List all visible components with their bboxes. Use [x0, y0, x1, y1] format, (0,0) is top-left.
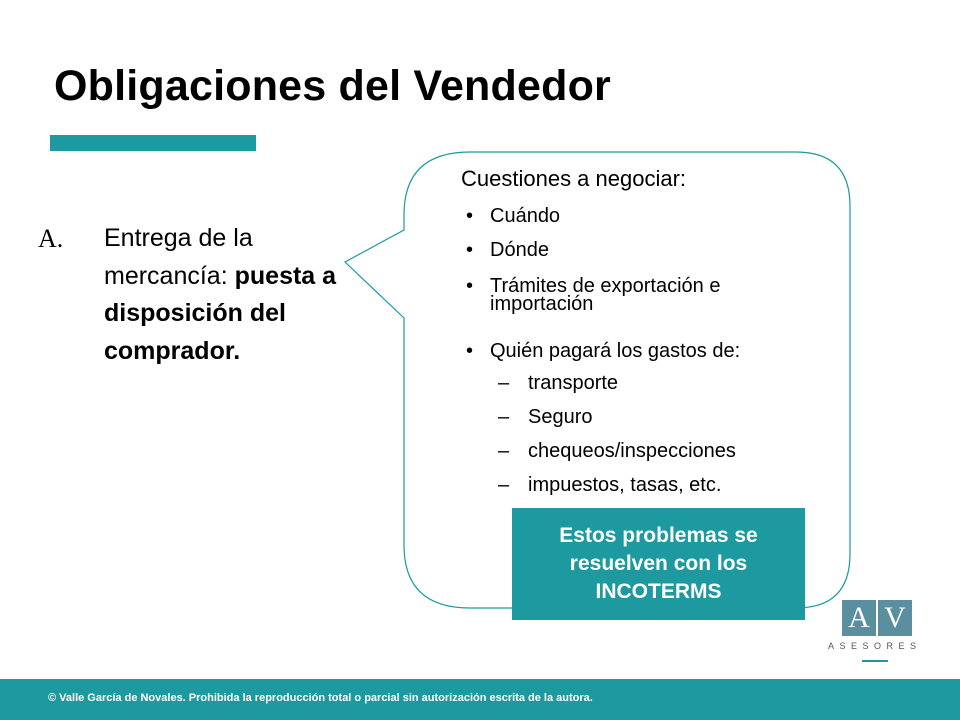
point-a-bold: puesta a disposición del comprador.	[104, 261, 337, 365]
list-item-text: Dónde	[490, 239, 549, 261]
bullet-marker: •	[466, 205, 474, 227]
list-item-text-continued: importación	[490, 293, 594, 315]
bullet-marker: •	[466, 340, 474, 362]
list-item-text: Trámites de exportación e	[490, 275, 721, 297]
bubble-heading: Cuestiones a negociar:	[461, 166, 687, 191]
list-item-text: Quién pagará los gastos de:	[490, 340, 741, 362]
dash-marker: –	[498, 474, 510, 496]
logo-subtitle: ASESORES	[828, 641, 922, 651]
sub-list-item-text: impuestos, tasas, etc.	[528, 474, 722, 496]
logo	[842, 600, 912, 636]
logo-letter-a: A	[842, 600, 876, 636]
bullet-marker: •	[466, 275, 474, 297]
sub-list-item-text: transporte	[528, 372, 619, 394]
footer-copyright: © Valle García de Novales. Prohibida la reproducción total o parcial sin autorización escrita de la autora.	[48, 692, 593, 704]
bullet-marker: •	[466, 239, 474, 261]
list-item-text: Cuándo	[490, 205, 561, 227]
dash-marker: –	[498, 440, 510, 462]
dash-marker: –	[498, 406, 510, 428]
logo-underline	[862, 660, 888, 662]
point-a-marker: A.	[38, 224, 64, 253]
sub-list-item-text: chequeos/inspecciones	[528, 440, 736, 462]
page-title: Obligaciones del Vendedor	[54, 62, 611, 110]
logo-letter-v: V	[878, 600, 912, 636]
point-a-regular: Entrega de la mercancía:	[104, 224, 253, 290]
callout-text: Estos problemas se resuelven con los INCOTERMS	[559, 524, 758, 603]
sub-list-item-text: Seguro	[528, 406, 593, 428]
dash-marker: –	[498, 372, 510, 394]
incoterms-callout	[512, 508, 805, 620]
